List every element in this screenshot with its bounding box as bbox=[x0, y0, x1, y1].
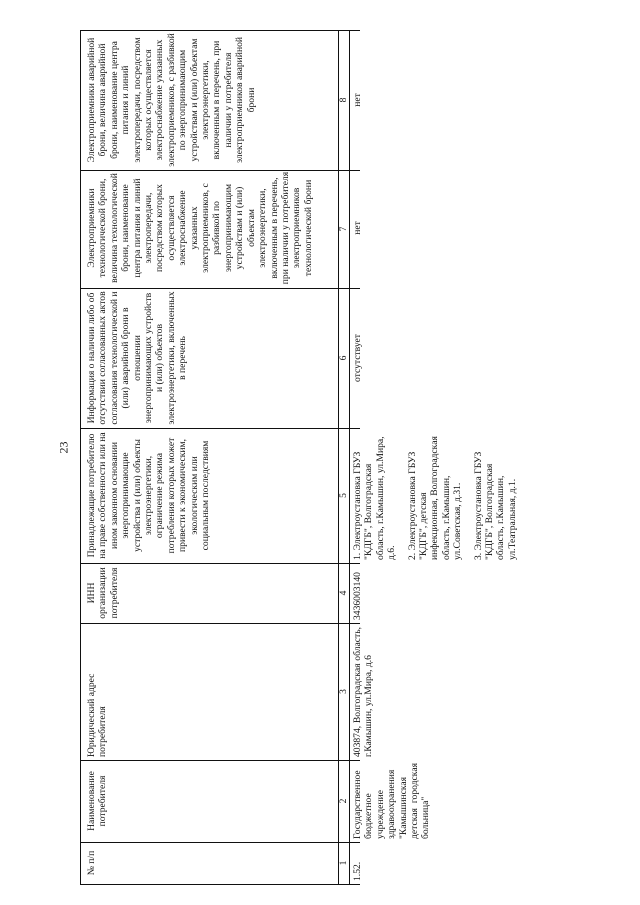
row-devices bbox=[352, 431, 518, 560]
column-number-6: 6 bbox=[338, 355, 349, 361]
col-divider-1 bbox=[80, 842, 360, 843]
rotated-table bbox=[80, 30, 518, 885]
col-divider-4 bbox=[80, 563, 360, 564]
header-devices: Принадлежащие потребителю на праве собственности или на ином законном основании энергопринимающие устройства и (или) объекты электроэнергетики, ограничение режима потребления которых может привести к экономическим, экологическим или социальным последствиям bbox=[86, 432, 212, 559]
column-number-8: 8 bbox=[338, 97, 349, 103]
row-tech-reserve: нет bbox=[352, 221, 363, 235]
page-number: 23 bbox=[56, 441, 71, 454]
header-num: № п/п bbox=[86, 850, 97, 876]
col-divider-3 bbox=[80, 623, 360, 624]
table-border-bottom bbox=[80, 884, 360, 885]
device-item-3: 3. Электроустановка ГБУЗ "КДГБ", Волгоградская область, г.Камышин, ул.Театральная, д.1. bbox=[472, 451, 518, 560]
column-number-2: 2 bbox=[338, 798, 349, 804]
column-number-4: 4 bbox=[338, 590, 349, 596]
row-inn: 3436003140 bbox=[352, 572, 363, 620]
col-divider-6 bbox=[80, 288, 360, 289]
column-number-3: 3 bbox=[338, 689, 349, 694]
col-divider-2 bbox=[80, 760, 360, 761]
header-tech-reserve: Электроприемники технологической брони, величина технологической брони, наименование центра питания и линий электропередачи, посредством которых осуществляется электроснабжение указанных электроприемников, с разбивкой по энергопринимающим устройствам и (или) объектам электроэнергетики, включенным в перечень, при наличии у потребителя электроприемников технологической брони bbox=[86, 171, 314, 285]
column-number-1: 1 bbox=[338, 860, 349, 866]
header-acts: Информация о наличии либо об отсутствии согласованных актов согласования технологической и (или) аварийной брони в отношении энергопринимающих устройств и (или) объектов электроэнергетики, включенных в перечень bbox=[86, 291, 189, 425]
row-acts: отсутствует bbox=[352, 334, 363, 382]
device-item-2: 2. Электроустановка ГБУЗ "КДГБ", детская инфекционная, Волгоградская область, г.Камышин, ул.Советская, д.31. bbox=[406, 436, 464, 560]
row-num: 1.52. bbox=[352, 861, 363, 881]
row-address: 403874, Волгоградская область, г.Камышин, ул.Мира, д.6 bbox=[352, 627, 375, 757]
col-divider-5 bbox=[80, 428, 360, 429]
header-inn: ИНН организации потребителя bbox=[86, 567, 120, 619]
header-emergency-reserve: Электроприемники аварийной брони, величина аварийной брони, наименование центра питания и линий электропередачи, посредством которых осуществляется электроснабжение указанных электроприемников, с разбивкой по энергопринимающим устройствам и (или) объектам электроэнергетики, включенным в перечень, при наличии у потребителя электроприемников аварийной брони bbox=[86, 33, 257, 167]
column-number-7: 7 bbox=[338, 226, 349, 232]
table-border-top bbox=[80, 30, 360, 31]
row-emergency-reserve: нет bbox=[352, 93, 363, 107]
column-number-5: 5 bbox=[338, 493, 349, 498]
header-name: Наименование потребителя bbox=[86, 771, 109, 831]
header-address: Юридический адрес потребителя bbox=[86, 673, 109, 757]
table-border-left bbox=[80, 30, 81, 885]
device-item-1: 1. Электроустановка ГБУЗ "КДГБ", Волгоградская область, г.Камышин, ул.Мира, д.6. bbox=[352, 436, 398, 560]
row-name: Государственное бюджетное учреждение здравоохранения "Камышинская детская городская больница" bbox=[352, 763, 432, 839]
